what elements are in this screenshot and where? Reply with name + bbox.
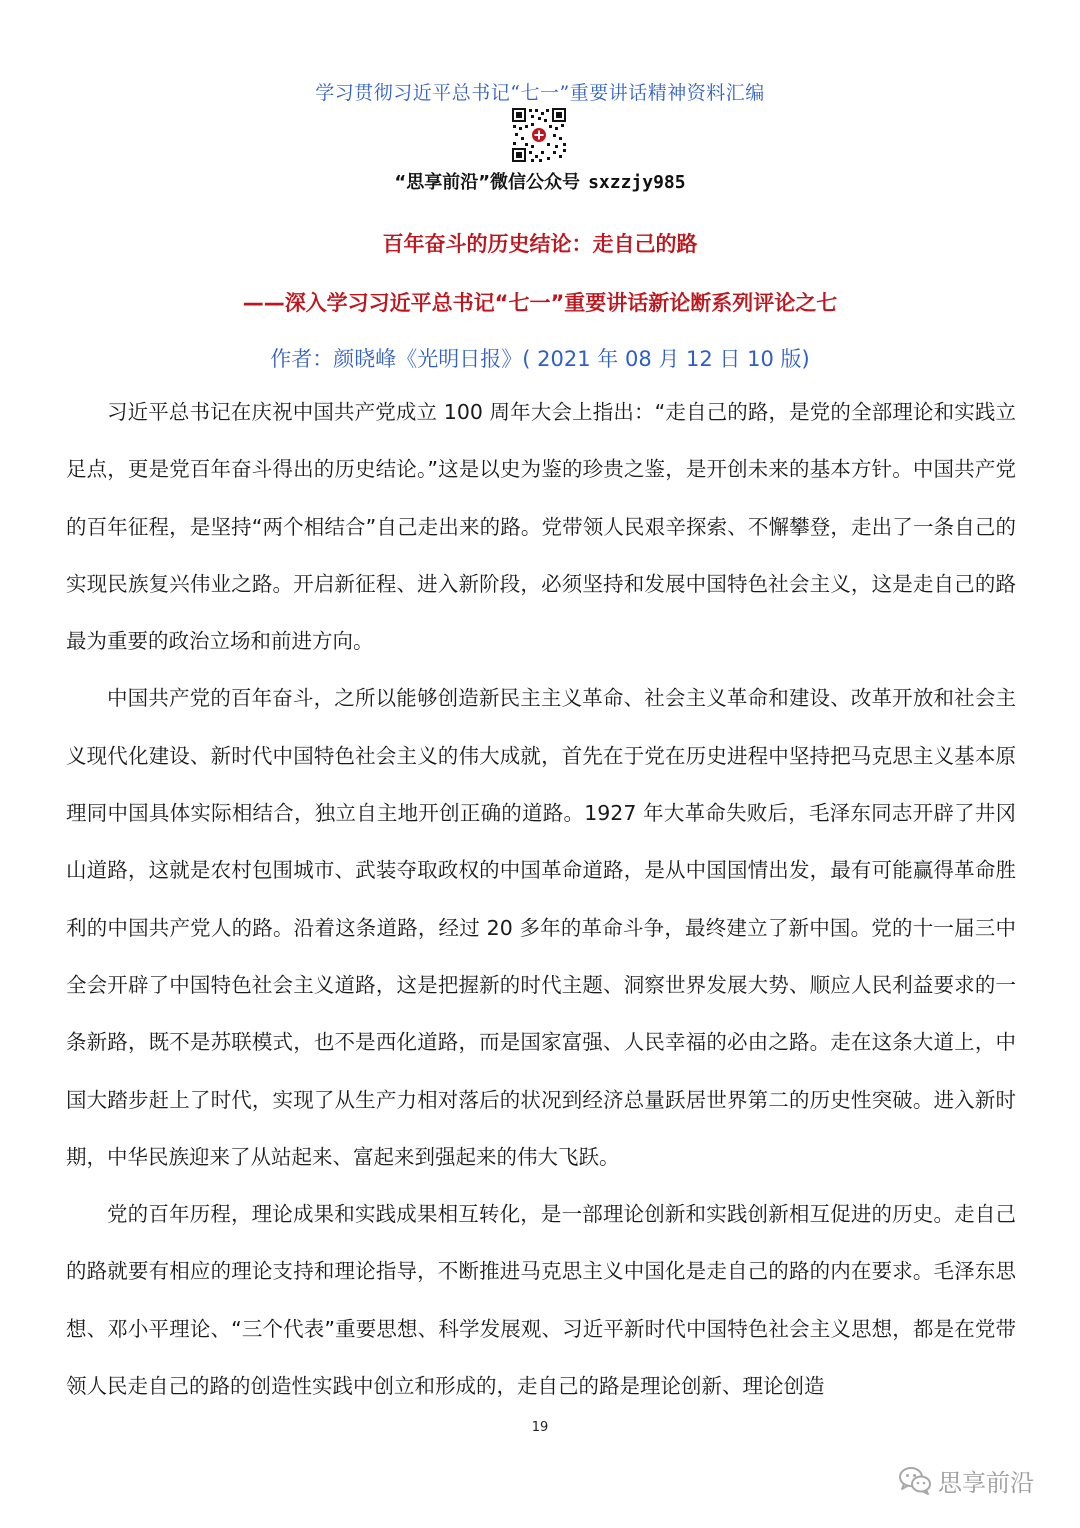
body-paragraph: 中国共产党的百年奋斗，之所以能够创造新民主主义革命、社会主义革命和建设、改革开放和社会主义现代化建设、新时代中国特色社会主义的伟大成就，首先在于党在历史进程中坚持把马克思主义基本原理同中国具体实际相结合，独立自主地开创正确的道路。1927 年大革命失败后，毛泽东同志开辟了井冈山道路，这就是农村包围城市、武装夺取政权的中国革命道路，是从中国国情出发，最有可能赢得革命胜利的中国共产党人的路。沿着这条道路，经过 20 多年的革命斗争，最终建立了新中国。党的十一届三中全会开辟了中国特色社会主义道路，这是把握新的时代主题、洞察世界发展大势、顺应人民利益要求的一条新路，既不是苏联模式，也不是西化道路，而是国家富强、人民幸福的必由之路。走在这条大道上，中国大踏步赶上了时代，实现了从生产力相对落后的状况到经济总量跃居世界第二的历史性突破。进入新时期，中华民族迎来了从站起来、富起来到强起来的伟大飞跃。 <box>66 686 1016 1169</box>
body-paragraph: 习近平总书记在庆祝中国共产党成立 100 周年大会上指出：“走自己的路，是党的全部理论和实践立足点，更是党百年奋斗得出的历史结论。”这是以史为鉴的珍贵之鉴，是开创未来的基本方针。中国共产党的百年征程，是坚持“两个相结合”自己走出来的路。党带领人民艰辛探索、不懈攀登，走出了一条自己的实现民族复兴伟业之路。开启新征程、进入新阶段，必须坚持和发展中国特色社会主义，这是走自己的路最为重要的政治立场和前进方向。 <box>66 400 1016 654</box>
wechat-watermark <box>898 1463 1034 1497</box>
article-title: 百年奋斗的历史结论：走自己的路 <box>382 232 698 256</box>
wechat-account-line <box>0 168 1080 194</box>
qr-code <box>511 107 567 163</box>
wechat-account-label: “思享前沿”微信公众号 <box>394 172 581 193</box>
collection-title: 学习贯彻习近平总书记“七一”重要讲话精神资料汇编 <box>315 82 765 104</box>
wechat-icon <box>898 1465 932 1495</box>
watermark-text: 思享前沿 <box>938 1468 1034 1497</box>
article-subtitle: ——深入学习习近平总书记“七一”重要讲话新论断系列评论之七 <box>242 291 838 315</box>
article-byline: 作者：颜晓峰《光明日报》( 2021 年 08 月 12 日 10 版) <box>270 347 810 371</box>
body-paragraph: 党的百年历程，理论成果和实践成果相互转化，是一部理论创新和实践创新相互促进的历史。走自己的路就要有相应的理论支持和理论指导，不断推进马克思主义中国化是走自己的路的内在要求。毛泽东思想、邓小平理论、“三个代表”重要思想、科学发展观、习近平新时代中国特色社会主义思想，都是在党带领人民走自己的路的创造性实践中创立和形成的，走自己的路是理论创新、理论创造 <box>66 1202 1016 1399</box>
article-body <box>66 384 1016 1415</box>
wechat-account-id: sxzzjy985 <box>588 172 686 193</box>
page-number: 19 <box>531 1420 549 1435</box>
